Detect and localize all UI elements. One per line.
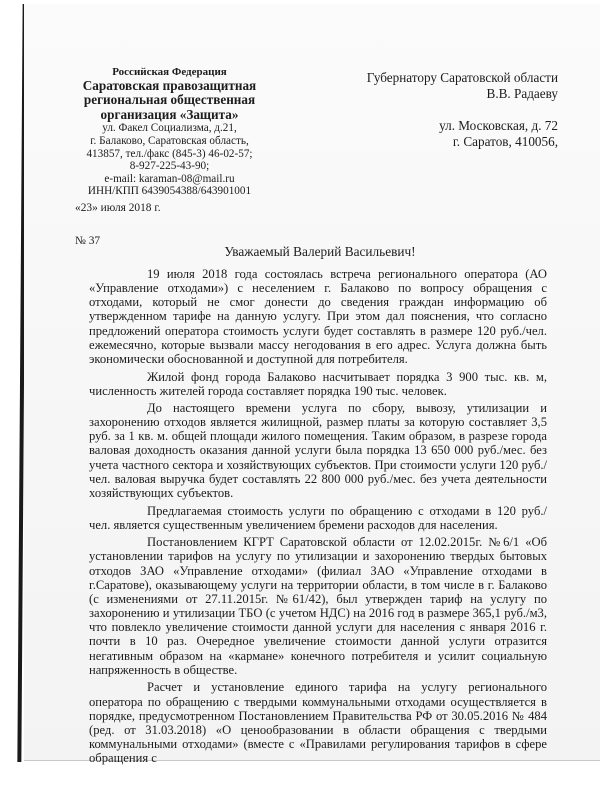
body-paragraph: Постановлением КГРТ Саратовской области от 12.02.2015г. №6/1 «Об установлении тарифов на услугу по утилизации и захоронению твердых бытовых отходов ЗАО «Управление отходами» (филиал ЗАО «Управление отходами в г.Саратове), оказывающему услуги на территории области, в том числе в г. Балаково (с изменениями от 27.11.2015г. №61/42), был утвержден тариф на услугу по захоронению и утилизации ТБО (с учетом НДС) на 2016 год в размере 365,1 руб./м3, что повлекло увеличение стоимости данной услуги для населения с января 2016 г. почти в 10 раз. Очередное увеличение стоимости данной услуги отразится негативным образом на «кармане» конечного потребителя и усилит социальную напряженность в обществе. — [89, 535, 547, 677]
letter-number: № 37 — [75, 235, 101, 247]
letter-body — [89, 267, 547, 769]
sender-org-line: Саратовская правозащитная — [82, 77, 257, 93]
sender-org-line: региональная общественная — [83, 92, 256, 108]
recipient-block — [330, 70, 558, 149]
sender-country: Российская Федерация — [112, 66, 227, 78]
body-paragraph: Расчет и установление единого тарифа на услугу регионального оператора по обращению с твердыми коммунальными отходами осуществляется в порядке, предусмотренном Постановлением Правительства РФ от 30.05.2016 № 484 (ред. от 31.03.2018) «О ценообразовании в области обращения с твердыми коммунальными отходами» (вместе с «Правилами регулирования тарифов в сфере обращения с — [89, 680, 547, 766]
sender-address-line: 8-927-225-43-90; — [129, 160, 210, 173]
sender-address-line: г. Балаково, Саратовская область, — [90, 134, 249, 147]
sender-org-line: организация «Защита» — [100, 106, 239, 122]
sender-letterhead — [62, 66, 277, 198]
sender-address-line: 413857, тел./факс (845-3) 46-02-57; — [86, 147, 253, 160]
letter-date: «23» июля 2018 г. — [75, 202, 161, 214]
body-paragraph: Жилой фонд города Балаково насчитывает порядка 3 900 тыс. кв. м, численность жителей города составляет порядка 190 тыс. человек. — [89, 369, 547, 398]
body-paragraph: Предлагаемая стоимость услуги по обращению с отходами в 120 руб./ чел. является существенным увеличением бремени расходов для населения. — [89, 503, 547, 532]
recipient-title: Губернатору Саратовской области — [366, 70, 558, 85]
body-paragraph: До настоящего времени услуга по сбору, вывозу, утилизации и захоронению отходов является жилищной, размер платы за которую составляет 3,5 руб. за 1 кв. м. общей площади жилого помещения. Таким образом, в разрезе города валовая доходность оказания данной услуги была порядка 13 650 000 руб./мес. без учета частного сектора и хозяйствующих субъектов. При стоимости услуги 120 руб./чел. валовая выручка будет составлять 22 800 000 руб./мес. без учета деятельности хозяйствующих субъектов. — [89, 400, 547, 500]
salutation: Уважаемый Валерий Васильевич! — [224, 244, 416, 259]
recipient-city: г. Саратов, 410056, — [452, 133, 558, 149]
body-paragraph: 19 июля 2018 года состоялась встреча регионального оператора (АО «Управление отходами») с неселением г. Балаково по вопросу обращения с отходами, который не смог донести до сведения граждан информацию об утвержденном тарифе на данную услугу. При этом дал пояснения, что согласно предложений оператора стоимость услуги будет составлять в размере 120 руб./чел. ежемесячно, которые вызвали массу негодования в его адрес. Услуга должна быть экономически обоснованной и доступной для потребителя. — [89, 267, 547, 366]
sender-email: e-mail: karaman-08@mail.ru — [104, 172, 235, 185]
recipient-name: В.В. Радаеву — [486, 85, 558, 101]
recipient-street: ул. Московская, д. 72 — [439, 118, 558, 133]
sender-address-line: ул. Факел Социализма, д.21, — [102, 122, 237, 135]
sender-inn-kpp: ИНН/КПП 6439054388/643901001 — [87, 185, 252, 198]
